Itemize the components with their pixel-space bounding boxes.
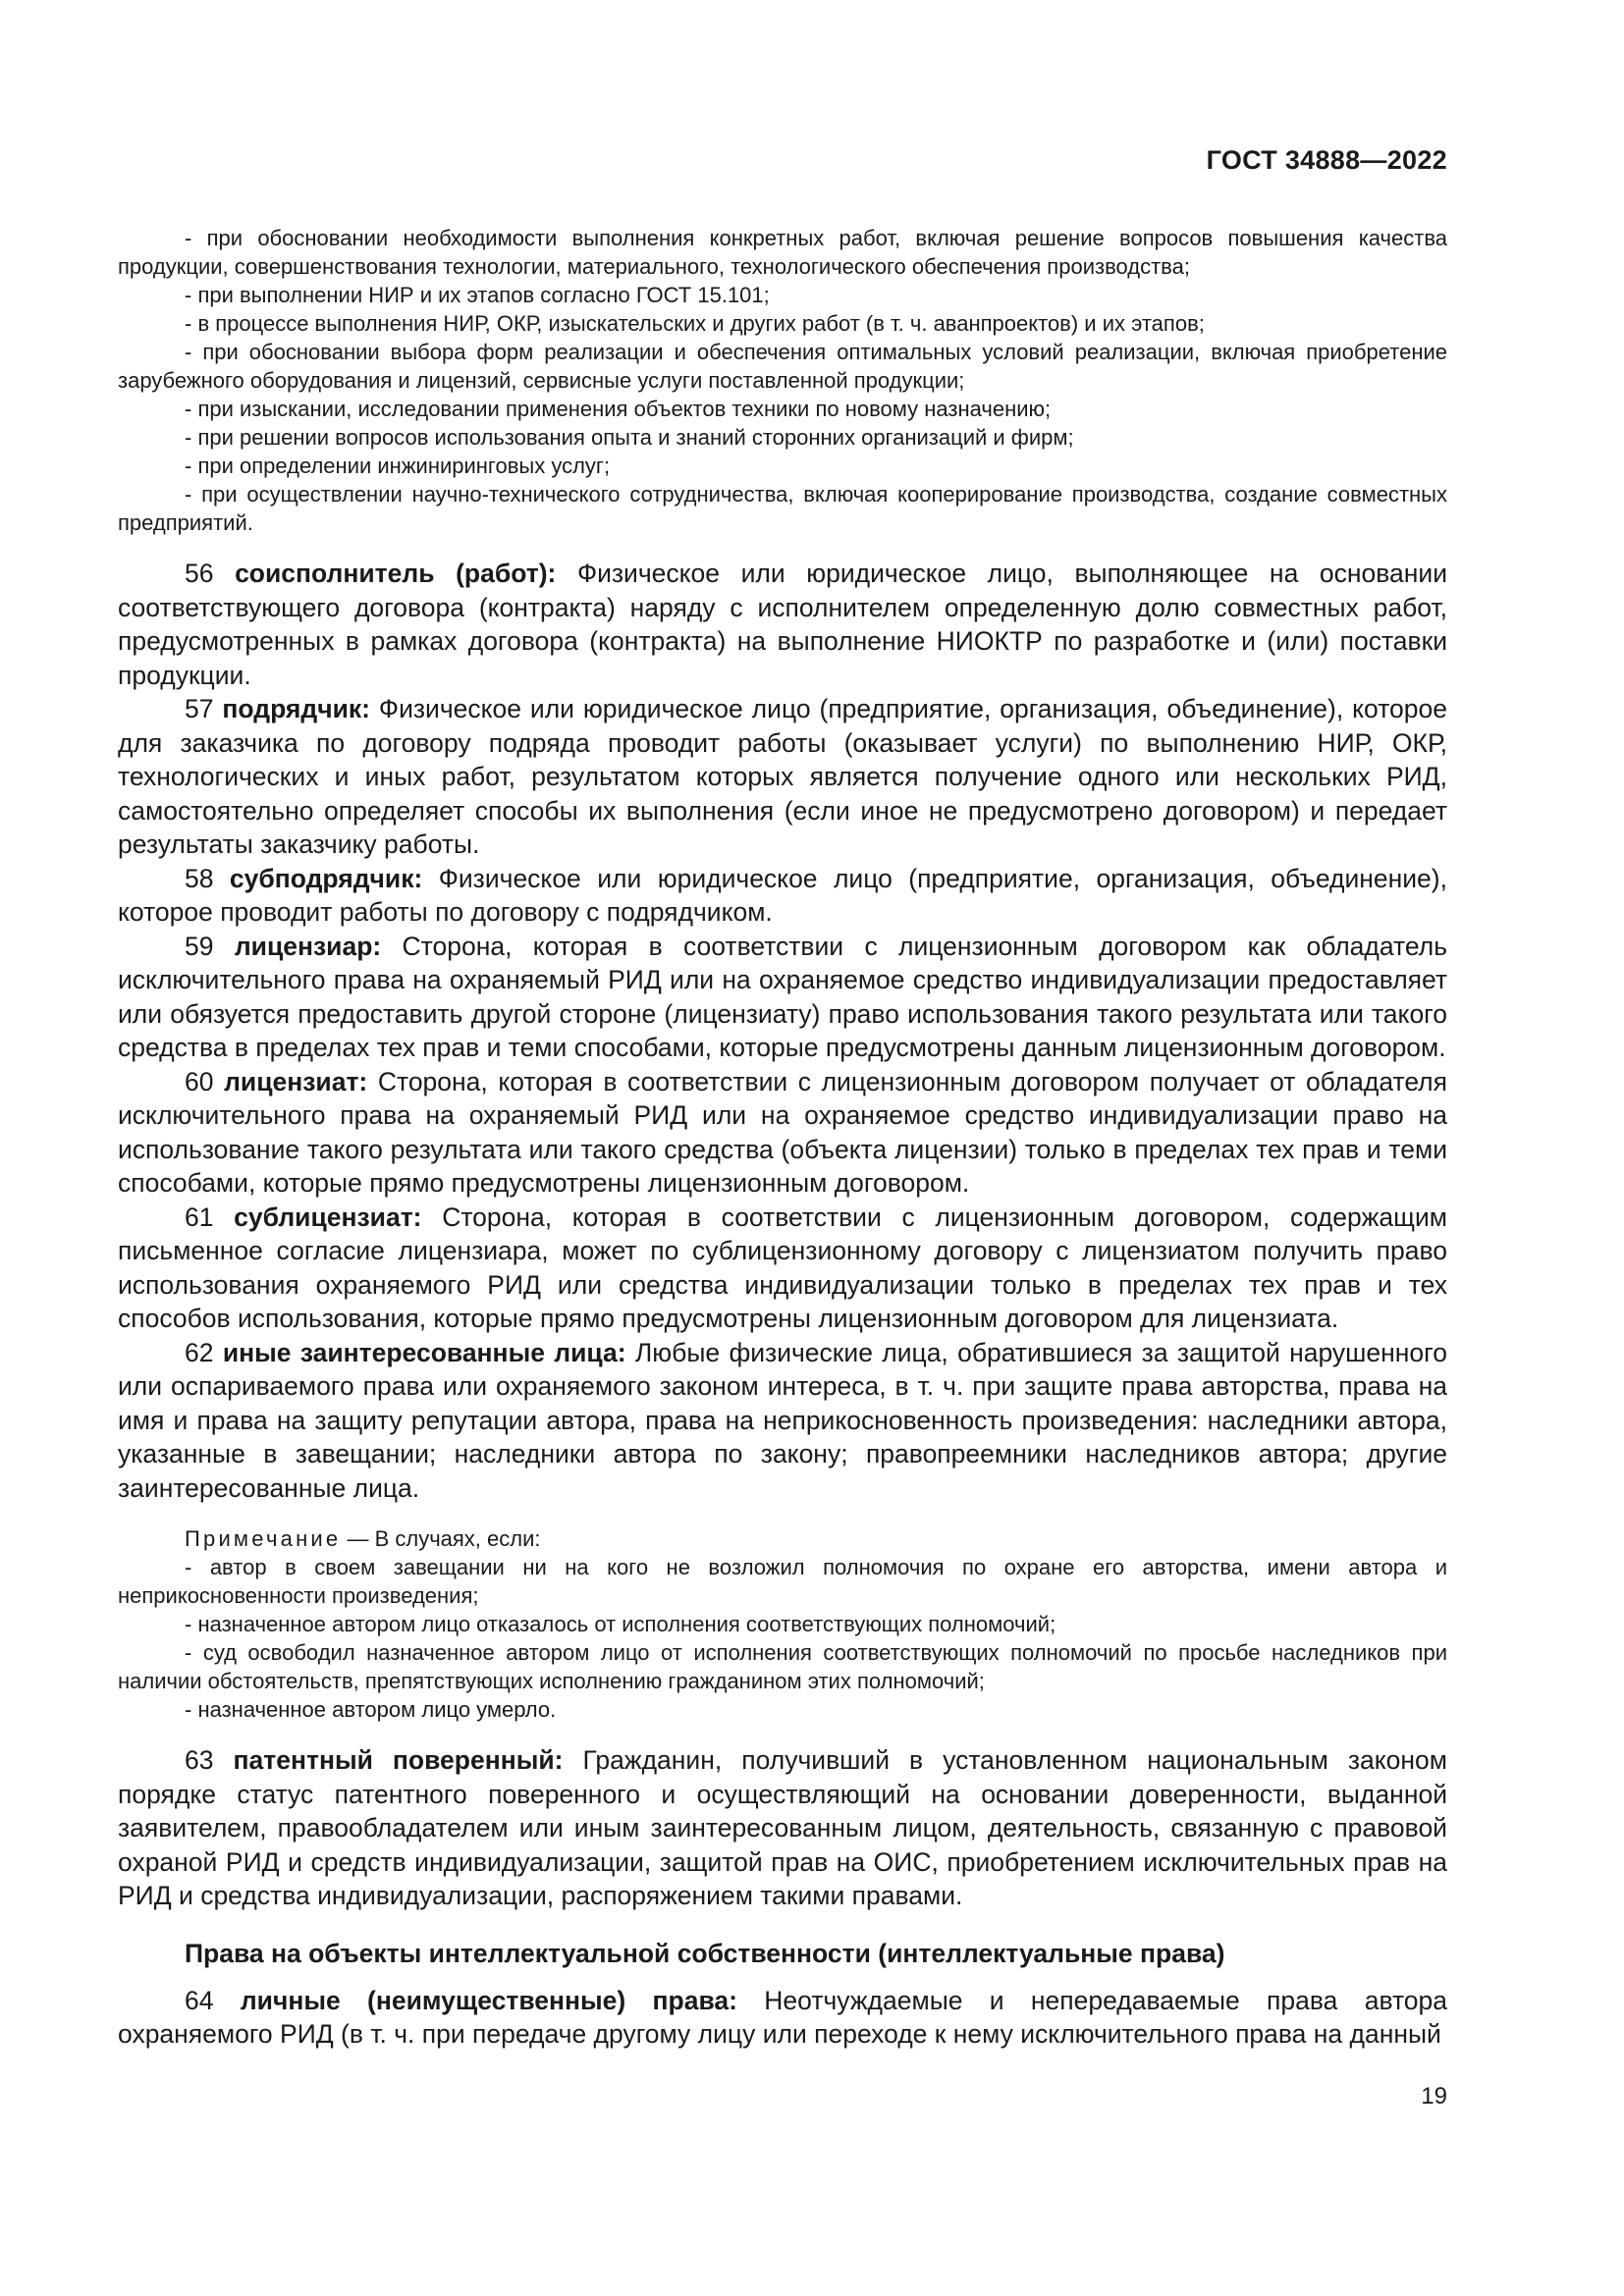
term-name: соисполнитель (работ): — [235, 559, 557, 588]
term-definition: Физическое или юридическое лицо (предприятие, организация, объединение), которое проводит работы по договору с подрядчиком. — [118, 863, 1447, 927]
term-number: 57 — [185, 694, 214, 723]
term-definition: Сторона, которая в соответствии с лицензионным договором получает от обладателя исключительного права на охраняемый РИД или на охраняемое средство индивидуализации право на использование такого результата или такого средства (объекта лицензии) только в пределах тех прав и теми способами, которые прямо предусмотрены лицензионным договором. — [118, 1066, 1447, 1198]
list-item: - при обосновании необходимости выполнения конкретных работ, включая решение вопросов повышения качества продукции, совершенствования технологии, материального, технологического обеспечения производства; — [118, 226, 1447, 279]
term-number: 56 — [185, 559, 214, 588]
term-name: сублицензиат: — [234, 1201, 422, 1232]
term-number: 59 — [185, 931, 214, 961]
term-definition: Сторона, которая в соответствии с лицензионным договором, содержащим письменное согласие лицензиара, может по сублицензионному договору с лицензиатом получить право использования охраняемого РИД или средства индивидуализации только в пределах тех прав и тех способов использования, которые прямо предусмотрены лицензионным договором для лицензиата. — [118, 1201, 1447, 1333]
list-item: - в процессе выполнения НИР, ОКР, изыскательских и других работ (в т. ч. аванпроектов) и их этапов; — [185, 311, 1205, 336]
term-definition: Физическое или юридическое лицо (предприятие, организация, объединение), которое для заказчика по договору подряда проводит работы (оказывает услуги) по выполнению НИР, ОКР, технологических и иных работ, результатом которых является получение одного или нескольких РИД, самостоятельно определяет способы их выполнения (если иное не предусмотрено договором) и передает результаты заказчику работы. — [118, 694, 1447, 859]
term-name: лицензиар: — [234, 931, 382, 961]
term-entry-63 — [118, 1743, 1447, 1913]
term-name: подрядчик: — [222, 694, 370, 723]
term-definition: Любые физические лица, обратившиеся за защитой нарушенного или оспариваемого права или охраняемого законом интереса, в т. ч. при защите права авторства, права на имя и права на защиту репутации автора, права на неприкосновенность произведения: наследники автора, указанные в завещании; наследники автора по закону; правопреемники наследников автора; другие заинтересованные лица. — [118, 1337, 1447, 1503]
note-item: - автор в своем завещании ни на кого не возложил полномочия по охране его авторства, имени автора и неприкосновенности произведения; — [118, 1555, 1447, 1608]
term-number: 63 — [185, 1745, 214, 1775]
page-number: 19 — [1421, 2083, 1447, 2109]
term-name: субподрядчик: — [229, 863, 423, 893]
term-definition: Сторона, которая в соответствии с лицензионным договором как обладатель исключительного права на охраняемый РИД или на охраняемое средство индивидуализации предоставляет или обязуется предоставить другой стороне (лицензиату) право использования такого результата или такого средства в пределах тех прав и теми способами, которые предусмотрены данным лицензионным договором. — [118, 931, 1448, 1062]
note-block — [118, 1524, 1447, 1724]
term-entry-56 — [118, 557, 1447, 692]
list-item: - при изыскании, исследовании применения объектов техники по новому назначению; — [185, 397, 1052, 421]
term-definition: Неотчуждаемые и непередаваемые права автора охраняемого РИД (в т. ч. при передаче другому лицу или переходе к нему исключительного права на данный — [118, 1985, 1447, 2049]
term-number: 61 — [185, 1201, 214, 1232]
list-item: - при обосновании выбора форм реализации и обеспечения оптимальных условий реализации, включая приобретение зарубежного оборудования и лицензий, сервисные услуги поставленной продукции; — [118, 340, 1447, 393]
term-entry-64 — [118, 1984, 1447, 2052]
term-entry-61 — [118, 1201, 1447, 1336]
note-label: Примечание — [185, 1526, 342, 1551]
term-entry-59 — [118, 930, 1447, 1065]
list-item: - при решении вопросов использования опыта и знаний сторонних организаций и фирм; — [185, 425, 1074, 450]
list-item: - при осуществлении научно-технического сотрудничества, включая кооперирование производства, создание совместных предприятий. — [118, 482, 1447, 535]
term-number: 62 — [185, 1337, 214, 1367]
term-number: 64 — [185, 1985, 214, 2015]
term-definition: Гражданин, получивший в установленном национальным законом порядке статус патентного поверенного и осуществляющий на основании доверенности, выданной заявителем, правообладателем или иным заинтересованным лицом, деятельность, связанную с правовой охраной РИД и средств индивидуализации, защитой прав на ОИС, приобретением исключительных прав на РИД и средства индивидуализации, распоряжением такими правами. — [118, 1745, 1447, 1910]
term-definitions — [118, 557, 1447, 1505]
term-name: личные (неимущественные) права: — [240, 1985, 737, 2015]
list-item: - при определении инжиниринговых услуг; — [185, 454, 611, 478]
term-name: патентный поверенный: — [233, 1745, 564, 1775]
bullet-list-top — [118, 224, 1447, 537]
section-heading: Права на объекты интеллектуальной собственности (интеллектуальные права) — [185, 1938, 1225, 1968]
term-name: лицензиат: — [224, 1066, 368, 1096]
list-item: - при выполнении НИР и их этапов согласно ГОСТ 15.101; — [185, 283, 770, 307]
term-name: иные заинтересованные лица: — [222, 1337, 626, 1367]
note-title — [118, 1524, 1447, 1553]
note-item: - назначенное автором лицо отказалось от исполнения соответствующих полномочий; — [185, 1612, 1056, 1636]
note-item: - суд освободил назначенное автором лицо от исполнения соответствующих полномочий по просьбе наследников при наличии обстоятельств, препятствующих исполнению гражданином этих полномочий; — [118, 1640, 1447, 1693]
term-number: 60 — [185, 1066, 214, 1096]
term-entry-57 — [118, 692, 1447, 862]
term-number: 58 — [185, 863, 214, 893]
page-content — [118, 224, 1447, 2052]
note-item: - назначенное автором лицо умерло. — [185, 1697, 557, 1722]
term-definition: Физическое или юридическое лицо, выполняющее на основании соответствующего договора (контракта) наряду с исполнителем определенную долю совместных работ, предусмотренных в рамках договора (контракта) на выполнение НИОКТР по разработке и (или) поставки продукции. — [118, 559, 1447, 690]
note-intro: — В случаях, если: — [341, 1526, 541, 1551]
term-entry-58 — [118, 862, 1447, 930]
document-code-header: ГОСТ 34888—2022 — [1206, 145, 1447, 175]
term-entry-60 — [118, 1065, 1447, 1201]
term-entry-62 — [118, 1336, 1447, 1506]
